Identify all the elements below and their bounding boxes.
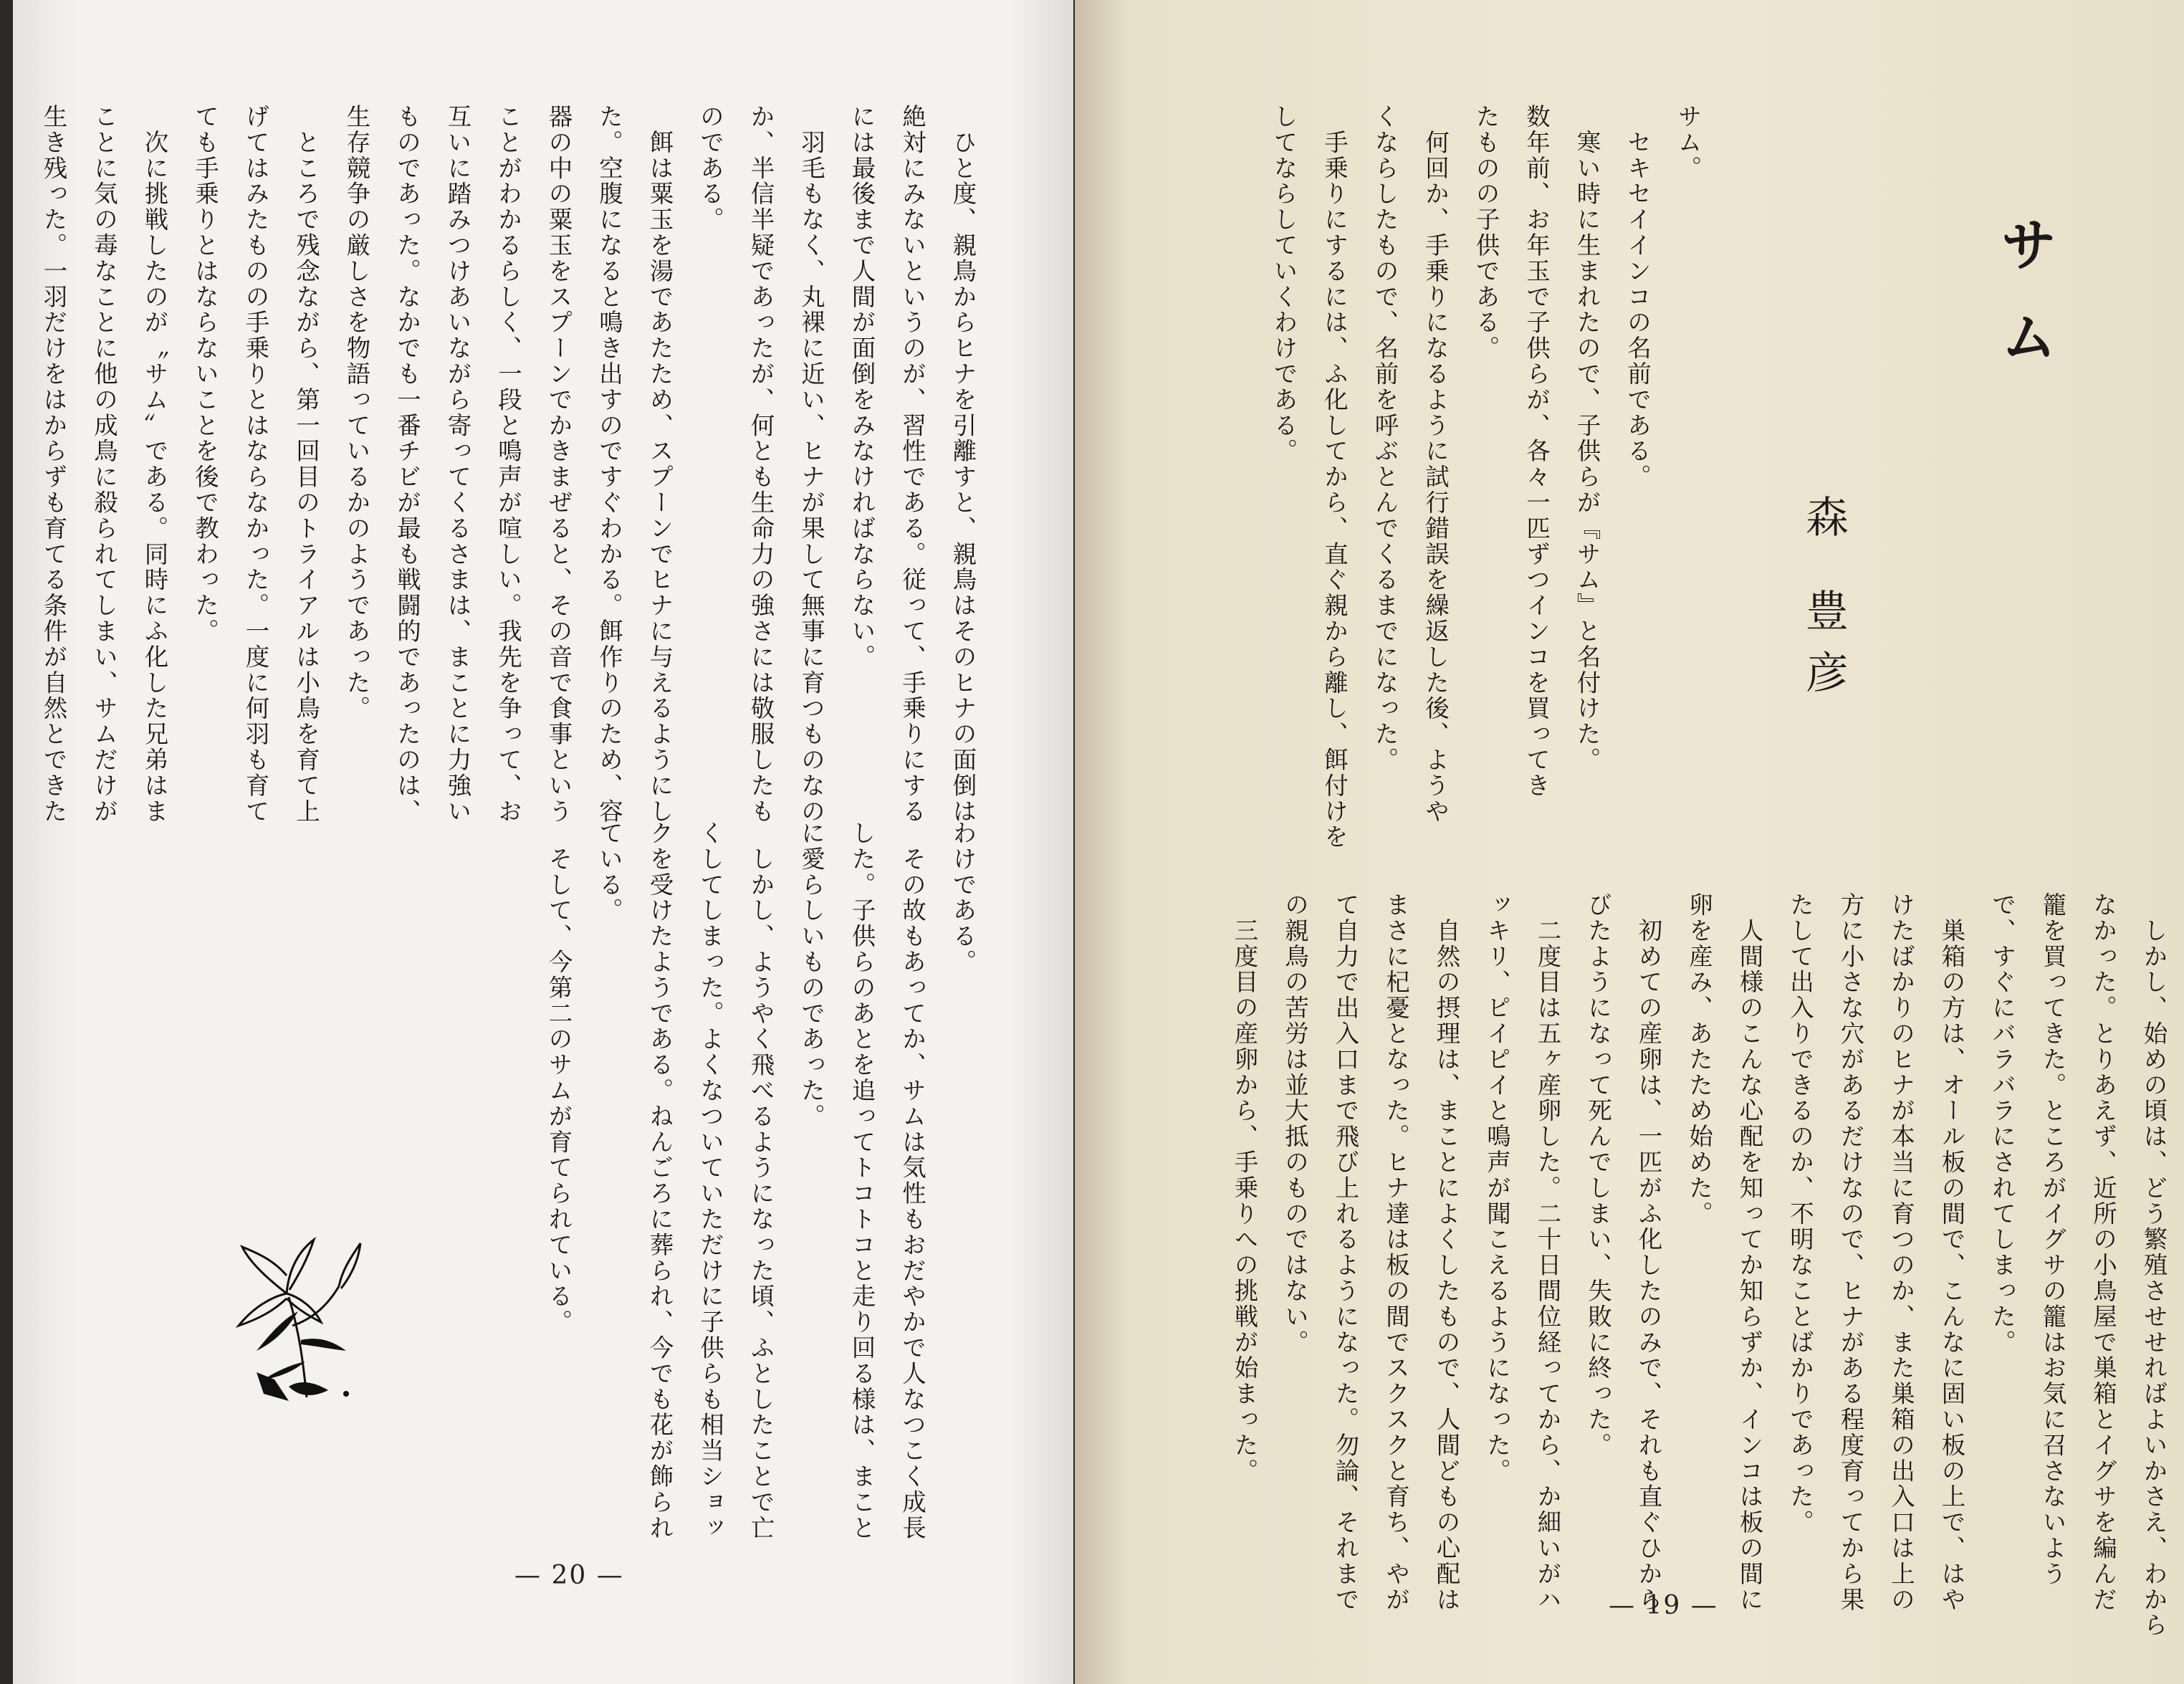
text-line: 手乗りにするには、ふ化してから、直ぐ親から離し、餌付けを: [1320, 104, 1349, 851]
text-line: 二度目は五ヶ産卵した。二十日間位経ってから、か細いがハ: [1533, 892, 1561, 1613]
text-line: のである。: [696, 104, 724, 233]
page-title: サム: [1991, 215, 2058, 398]
text-line: ひと度、親鳥からヒナを引離すと、親鳥はそのヒナの面倒は: [949, 104, 977, 825]
text-line: 互いに踏みつけあいながら寄ってくるさまは、まことに力強い: [444, 104, 471, 825]
text-line: たして出入りできるのか、不明なことばかりであった。: [1786, 892, 1814, 1536]
text-line: けたばかりのヒナが本当に育つのか、また巣箱の出入口は上の: [1887, 892, 1915, 1613]
text-line: 何回か、手乗りになるように試行錯誤を繰返した後、ようや: [1421, 104, 1450, 825]
text-line: 初めての産卵は、一匹がふ化したのみで、それも直ぐひから: [1634, 892, 1662, 1613]
lily-illustration: [221, 1218, 378, 1405]
text-line: て自力で出入口まで飛び上れるようになった。勿論、それまで: [1331, 892, 1359, 1613]
text-line: びたようになって死んでしまい、失敗に終った。: [1584, 892, 1612, 1458]
right-page: [1075, 0, 2184, 1684]
text-line: まさに杞憂となった。ヒナ達は板の間でスクスクと育ち、やが: [1381, 892, 1410, 1613]
text-line: ッキリ、ピイピイと鳴声が聞こえるようになった。: [1483, 892, 1511, 1484]
text-line: 次に挑戦したのが〝サム〟である。同時にふ化した兄弟はま: [140, 104, 168, 825]
text-line: ものであった。なかでも一番チビが最も戦闘的であったのは、: [393, 104, 421, 825]
right-upper-text: [1197, 104, 1713, 892]
text-line: そして、今第二のサムが育てられている。: [545, 821, 573, 1335]
text-line: くならしたもので、名前を呼ぶとんでくるまでになった。: [1371, 104, 1399, 773]
text-line: 寒い時に生まれたので、子供らが『サム』と名付けた。: [1573, 104, 1601, 773]
text-line: した。子供らのあとを追ってトコトコと走り回る様は、まこと: [848, 821, 876, 1541]
page-number-20: — 20 —: [514, 1561, 624, 1590]
text-line: わけである。: [949, 821, 977, 975]
text-line: セキセイインコの名前である。: [1623, 104, 1652, 490]
text-line: 数年前、お年玉で子供らが、各々一匹ずつインコを買ってき: [1522, 104, 1551, 799]
text-line: ことに気の毒なことに他の成鳥に殺られてしまい、サムだけが: [90, 104, 118, 825]
text-line: 餌は粟玉を湯であたため、スプーンでヒナに与えるようにし: [646, 104, 674, 825]
text-line: 卵を産み、あたため始めた。: [1685, 892, 1713, 1227]
text-line: しかし、始めの頃は、どう繁殖させせればよいかさえ、わから: [2140, 892, 2168, 1639]
text-line: 方に小さな穴があるだけなので、ヒナがある程度育ってから果: [1836, 892, 1864, 1613]
text-line: の親鳥の苦労は並大抵のものではない。: [1280, 892, 1309, 1356]
text-line: げてはみたものの手乗りとはならなかった。一度に何羽も育て: [241, 104, 269, 825]
text-line: してならしていくわけである。: [1270, 104, 1298, 464]
text-line: 羽毛もなく、丸裸に近い、ヒナが果して無事に育つものなの: [797, 104, 825, 825]
text-line: 絶対にみないというのが、習性である。従って、手乗りにする: [898, 104, 926, 825]
text-line: 自然の摂理は、まことによくしたもので、人間どもの心配は: [1432, 892, 1460, 1613]
left-upper-text: [27, 104, 987, 825]
text-line: くしてしまった。よくなついていただけに子供らも相当ショッ: [696, 821, 724, 1541]
text-line: その故もあってか、サムは気性もおだやかで人なつこく成長: [898, 821, 926, 1541]
page-number-19: — 19 —: [1609, 1591, 1718, 1620]
author-name: 森 豊彦: [1799, 494, 1849, 712]
text-line: 生き残った。一羽だけをはからずも育てる条件が自然とできた: [39, 104, 67, 825]
text-line: ところで残念ながら、第一回目のトライアルは小鳥を育て上: [292, 104, 320, 825]
text-line: クを受けたようである。ねんごろに葬られ、今でも花が飾られ: [646, 821, 674, 1541]
text-line: 籠を買ってきた。ところがイグサの籠はお気に召さないよう: [2039, 892, 2066, 1587]
text-line: ことがわかるらしく、一段と鳴声が喧しい。我先を争って、お: [494, 104, 522, 825]
text-line: しかし、ようやく飛べるようになった頃、ふとしたことで亡: [747, 821, 775, 1541]
left-lower-text: [529, 821, 987, 1541]
text-line: に愛らしいものであった。: [797, 821, 825, 1129]
text-line: サム。: [1674, 104, 1702, 181]
text-line: ている。: [595, 821, 623, 924]
text-line: た。空腹になると鳴き出すのですぐわかる。餌作りのため、容: [595, 104, 623, 825]
text-line: たものの子供である。: [1472, 104, 1500, 361]
text-line: 人間様のこんな心配を知ってか知らずか、インコは板の間に: [1735, 892, 1763, 1613]
text-line: ても手乗りとはならないことを後で教わった。: [191, 104, 219, 644]
text-line: 器の中の粟玉をスプーンでかきまぜると、その音で食事という: [545, 104, 573, 825]
text-line: 巣箱の方は、オール板の間で、こんなに固い板の上で、はや: [1938, 892, 1965, 1613]
text-line: か、半信半疑であったが、何とも生命力の強さには敬服したも: [747, 104, 775, 825]
text-line: で、すぐにバラバラにされてしまった。: [1988, 892, 2016, 1356]
text-line: には最後まで人間が面倒をみなければならない。: [848, 104, 876, 670]
left-page: [13, 0, 1073, 1684]
text-line: 三度目の産卵から、手乗りへの挑戦が始まった。: [1230, 892, 1258, 1484]
text-line: なかった。とりあえず、近所の小鳥屋で巣箱とイグサを編んだ: [2089, 892, 2117, 1613]
text-line: 生存競争の厳しさを物語っているかのようであった。: [343, 104, 370, 722]
